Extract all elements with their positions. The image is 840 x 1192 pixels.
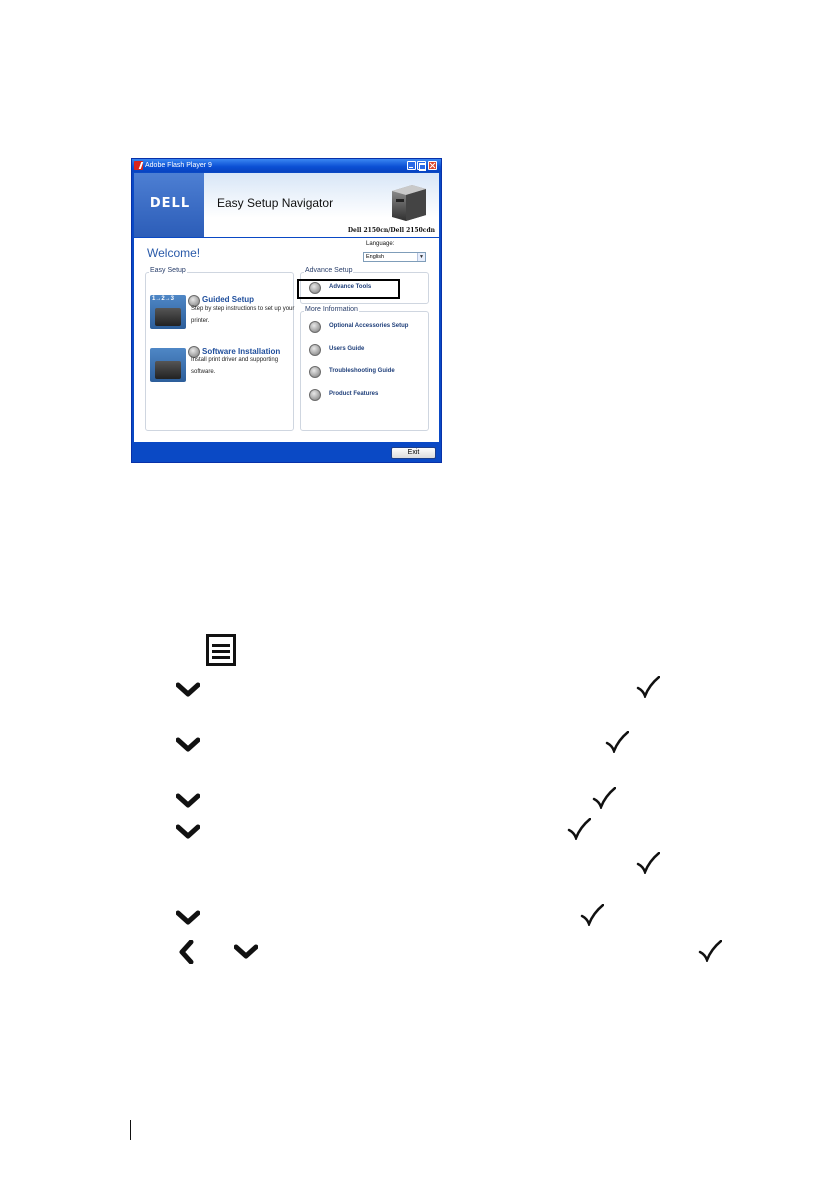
- menu-button-icon: [206, 634, 236, 666]
- check-mark-icon: [605, 731, 629, 753]
- easy-setup-group: [145, 267, 295, 431]
- left-arrow-icon: [178, 940, 194, 964]
- more-information-group: [300, 306, 429, 431]
- check-mark-icon: [636, 852, 660, 874]
- advance-tools-radio[interactable]: [309, 282, 321, 294]
- close-icon[interactable]: [428, 161, 437, 170]
- guided-setup-desc: Step by step instructions to set up your printer.: [191, 306, 295, 324]
- printer-model: Dell 2150cn/Dell 2150cdn: [347, 227, 435, 234]
- users-guide-label[interactable]: Users Guide: [329, 346, 365, 352]
- advance-setup-group: [300, 267, 429, 304]
- printer-graphic: [155, 308, 181, 326]
- check-mark-icon: [567, 818, 591, 840]
- down-arrow-icon: [176, 793, 200, 809]
- software-installation-icon[interactable]: [150, 348, 186, 382]
- check-mark-icon: [698, 940, 722, 962]
- page-margin-rule: [130, 1120, 131, 1140]
- advance-setup-legend: Advance Setup: [305, 267, 353, 274]
- down-arrow-icon: [176, 737, 200, 753]
- software-installation-title[interactable]: Software Installation: [202, 347, 281, 356]
- advance-tools-label[interactable]: Advance Tools: [329, 284, 372, 290]
- check-mark-icon: [592, 787, 616, 809]
- more-information-legend: More Information: [305, 306, 358, 313]
- optional-accessories-radio[interactable]: [309, 321, 321, 333]
- check-mark-icon: [580, 904, 604, 926]
- window-title: Adobe Flash Player 9: [145, 162, 212, 169]
- dell-logo: DELL: [149, 196, 191, 211]
- software-installation-desc: Install print driver and supporting software.: [191, 357, 279, 375]
- dell-logo-panel: [134, 173, 204, 237]
- product-features-radio[interactable]: [309, 389, 321, 401]
- guided-steps-label: 1→2→3: [152, 296, 175, 302]
- navigator-header: [134, 173, 439, 237]
- easy-setup-legend: Easy Setup: [150, 267, 186, 274]
- window-titlebar: [132, 159, 441, 172]
- down-arrow-icon: [176, 824, 200, 840]
- welcome-heading: Welcome!: [147, 246, 201, 260]
- exit-button[interactable]: Exit: [391, 447, 436, 459]
- optional-accessories-label[interactable]: Optional Accessories Setup: [329, 323, 409, 329]
- chevron-down-icon[interactable]: ▼: [417, 253, 425, 261]
- troubleshooting-guide-label[interactable]: Troubleshooting Guide: [329, 368, 395, 374]
- troubleshooting-guide-radio[interactable]: [309, 366, 321, 378]
- navigator-footer: [134, 442, 439, 462]
- guided-setup-icon[interactable]: [150, 295, 186, 329]
- easy-setup-navigator-window: [131, 158, 442, 463]
- maximize-icon[interactable]: [417, 161, 426, 170]
- minimize-icon[interactable]: [407, 161, 416, 170]
- printer-graphic: [155, 361, 181, 379]
- navigator-content: [134, 238, 439, 442]
- down-arrow-icon: [176, 682, 200, 698]
- language-select[interactable]: [363, 252, 426, 262]
- guided-setup-title[interactable]: Guided Setup: [202, 295, 254, 304]
- header-title: Easy Setup Navigator: [217, 196, 334, 210]
- users-guide-radio[interactable]: [309, 344, 321, 356]
- printer-icon: [386, 179, 430, 223]
- language-label: Language:: [366, 241, 395, 247]
- product-features-label[interactable]: Product Features: [329, 391, 379, 397]
- language-value: English: [366, 254, 385, 260]
- down-arrow-icon: [176, 910, 200, 926]
- down-arrow-icon: [234, 944, 258, 960]
- check-mark-icon: [636, 676, 660, 698]
- flash-app-icon: [134, 161, 143, 170]
